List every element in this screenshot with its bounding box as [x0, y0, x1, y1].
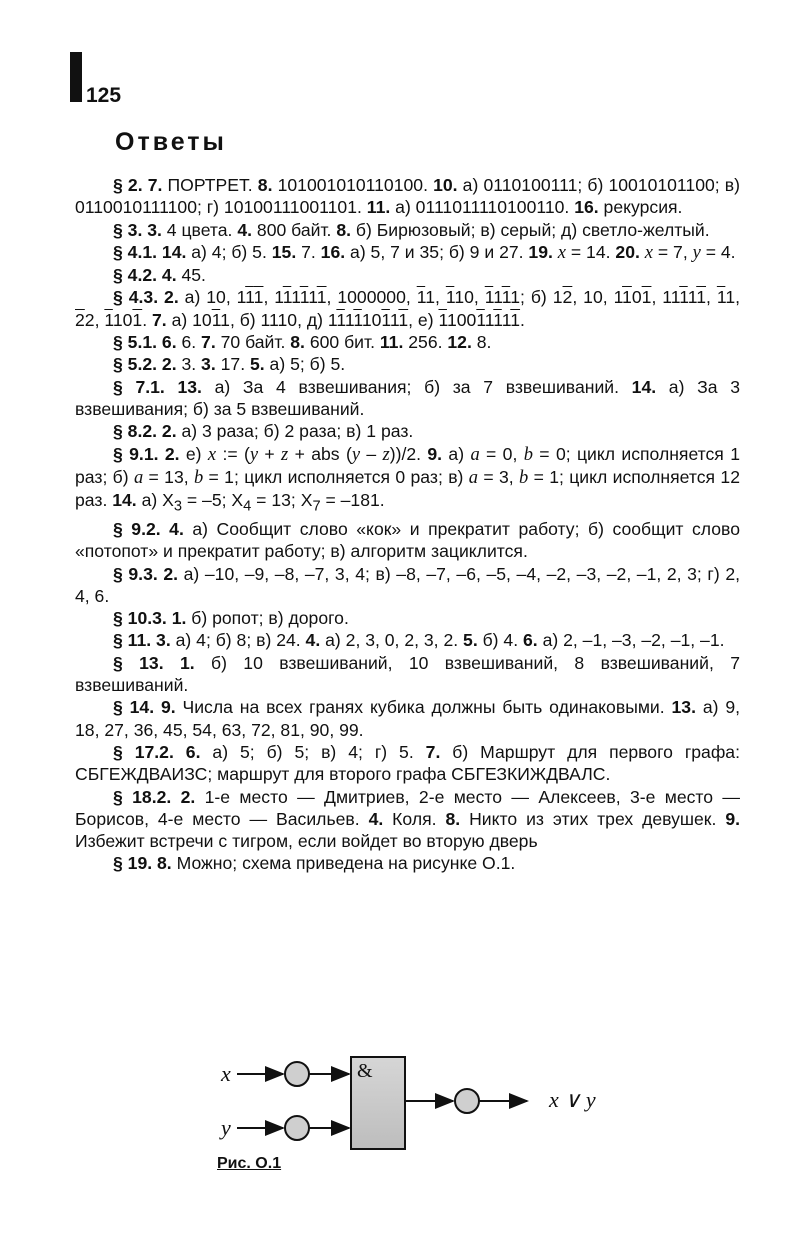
answer-ref: 13. — [671, 697, 696, 718]
answer-ref: § 9.2. 4. — [113, 518, 184, 539]
answer-text: 1 — [716, 287, 726, 308]
answer-text: рекурсия. — [598, 197, 683, 218]
answer-text: = –181. — [320, 490, 385, 511]
answer-text: 1 — [679, 287, 688, 308]
answer-text: Числа на всех гранях кубика должны быть одинаковыми. — [175, 697, 672, 718]
answer-text: 1, — [725, 287, 741, 308]
answer-paragraph — [75, 219, 740, 241]
answer-ref: § 5.1. 6. — [113, 332, 177, 353]
answer-text: 2 — [75, 309, 85, 330]
answer-text: , 11 — [651, 287, 680, 308]
answer-ref: 5. — [463, 630, 478, 651]
answer-paragraph — [75, 174, 740, 219]
answer-text: б) 4. — [477, 630, 523, 651]
answer-text: Избежит встречи с тигром, если войдет во вторую дверь — [75, 831, 538, 852]
answer-text: Никто из этих трех девушек. — [460, 808, 726, 829]
answer-text: 1 — [687, 287, 697, 308]
answer-text: ; б) 1 — [519, 287, 563, 308]
answer-text: 256. — [403, 332, 448, 353]
answer-text: b — [193, 467, 204, 488]
answer-text: + — [258, 443, 282, 464]
answer-text: z — [281, 444, 289, 465]
answer-ref: § 17.2. 6. — [113, 741, 201, 762]
answer-ref: 9. — [725, 808, 740, 829]
answer-text: а) –10, –9, –8, –7, 3, 4; в) –8, –7, –6, –5, –4, –2, –3, –2, –1, 2, 3; г) 2, 4, 6. — [75, 563, 740, 606]
answer-text: y — [351, 444, 361, 465]
answer-text: 1 — [245, 287, 254, 308]
answer-ref: 8. — [290, 332, 305, 353]
answer-ref: § 4.1. 14. — [113, 241, 187, 262]
input-y-label: y — [221, 1115, 231, 1140]
answer-text: – — [360, 443, 383, 464]
answer-text: 7. — [296, 241, 321, 262]
answer-ref: 7. — [152, 309, 167, 330]
answer-text: а) 5, 7 и 35; б) 9 и 27. — [345, 241, 529, 262]
answer-paragraph — [75, 652, 740, 697]
answer-text: б) Маршрут для первого графа: СБГЕЖДВАИЗС; маршрут для второго графа СБГЕЗКИЖДВАЛС. — [75, 741, 740, 785]
answer-text: а) Сообщит слово «кок» и прекратит работу; б) сообщит слово «потопот» и прекратит работу; в) алгоритм зациклится. — [75, 518, 740, 562]
answer-ref: 8. — [257, 175, 273, 195]
answer-ref: 7. — [201, 332, 216, 353]
answer-ref: 14. — [631, 376, 657, 397]
answer-ref: 16. — [574, 197, 599, 218]
answer-text: б) ропот; в) дорого. — [186, 608, 349, 629]
answer-ref: 12. — [447, 332, 472, 353]
answer-text: 1 — [316, 287, 327, 308]
answer-text: 1 — [493, 309, 502, 330]
answer-text: . — [142, 309, 152, 330]
answer-text: 10 — [361, 309, 382, 330]
answer-text: = 1; цикл исполняется 12 раз. — [75, 466, 740, 511]
answer-text: 1 — [344, 309, 354, 330]
answer-text: Коля. — [383, 808, 446, 829]
answer-text: 1 — [282, 287, 292, 308]
answer-text: , — [706, 287, 717, 308]
answer-ref: 20. — [615, 241, 640, 262]
answer-ref: 19. — [528, 241, 553, 262]
answer-text: , 1000000, — [326, 287, 417, 308]
answer-text: 4 — [243, 498, 252, 515]
answer-ref: § 4.2. 4. — [113, 265, 177, 286]
answer-text: x — [557, 242, 566, 263]
answer-text: a — [468, 467, 478, 488]
answer-text: = 14. — [566, 241, 616, 262]
answer-ref: § 14. 9. — [113, 697, 176, 718]
output-label: x ∨ y — [549, 1087, 596, 1112]
answer-text: а) 4; б) 8; в) 24. — [170, 630, 306, 651]
answer-text: 1 — [445, 287, 455, 308]
answer-text: = 13, — [143, 466, 194, 487]
answer-text: 1 — [493, 287, 502, 308]
answer-ref: 4. — [305, 630, 321, 651]
answer-text: b — [523, 444, 533, 465]
answer-text: 1 — [132, 309, 143, 330]
answer-text: 1 — [438, 309, 447, 330]
answer-paragraph — [75, 241, 740, 264]
answer-ref: 8. — [445, 808, 461, 829]
answer-paragraph — [75, 741, 740, 786]
answer-paragraph — [75, 420, 740, 442]
answer-text: = 13; X — [251, 490, 313, 511]
answer-text: 6. — [176, 332, 202, 353]
answer-text: x — [644, 242, 653, 263]
answer-text: 70 байт. — [215, 332, 291, 353]
answer-ref: 7. — [425, 741, 441, 762]
answer-text: а) За 3 взвешивания; б) за 5 взвешиваний. — [75, 376, 740, 419]
answer-ref: 4. — [368, 808, 384, 829]
answer-text: 17. — [215, 354, 250, 375]
answer-text: 1 — [308, 287, 317, 308]
answer-ref: 8. — [336, 219, 352, 240]
answer-text: 600 бит. — [304, 332, 380, 353]
answer-text: , 10, 1 — [572, 287, 623, 308]
answer-paragraph — [75, 443, 740, 518]
answer-paragraph — [75, 353, 740, 375]
answer-ref: 15. — [271, 241, 297, 262]
answer-text: x — [207, 444, 217, 465]
answer-ref: § 18.2. 2. — [113, 786, 196, 807]
answer-text: 45. — [176, 265, 206, 286]
answer-text: = 3, — [478, 466, 519, 487]
answer-text: , 1 — [263, 287, 283, 308]
answer-ref: 14. — [112, 490, 137, 511]
answer-text: = 0, — [479, 443, 524, 464]
answer-ref: § 13. 1. — [113, 652, 195, 673]
page-title: Ответы — [115, 128, 227, 156]
input-x-node — [285, 1062, 309, 1086]
answer-text: а) 0110100111; б) 10010101100; в) 0110010111100; г) 10100111001101. — [75, 175, 740, 218]
answer-text: а) 4; б) 5. — [186, 241, 272, 262]
answer-text: 1, б) 1110, д) 1 — [220, 309, 337, 330]
answer-text: а) 10 — [166, 309, 212, 330]
answer-text: а) 0111011110100110. — [390, 197, 575, 218]
answer-text: 4 цвета. — [161, 219, 238, 240]
answer-text: а) 5; б) 5; в) 4; г) 5. — [200, 741, 426, 762]
answer-text: 800 байт. — [252, 219, 337, 240]
answer-text: 1-е место — Дмитриев, 2-е место — Алексеев, 3-е место — Борисов, 4-е место — Васильев. — [75, 786, 740, 829]
answer-text: 3. — [176, 354, 202, 375]
answer-text: 1 — [641, 287, 652, 308]
answer-text: а) X — [136, 490, 174, 511]
answer-text: б) 10 взвешиваний, 10 взвешиваний, 8 взвешиваний, 7 взвешиваний. — [75, 652, 740, 696]
answer-paragraph — [75, 852, 740, 874]
answer-ref: § 11. 3. — [113, 630, 171, 651]
answer-text: 1 — [501, 309, 511, 330]
answer-text: 10 — [112, 309, 133, 330]
answer-ref: 4. — [237, 219, 253, 240]
answer-text: а) 5; б) 5. — [264, 354, 346, 375]
answer-text: . — [520, 309, 525, 330]
input-x-label: x — [221, 1061, 231, 1086]
answer-text: 1 — [104, 309, 113, 330]
answer-text: , е) — [408, 309, 439, 330]
answer-text: 1 — [353, 309, 362, 330]
answer-paragraph — [75, 563, 740, 608]
answer-text: а) За 4 взвешивания; б) за 7 взвешиваний. — [201, 376, 632, 397]
answer-text: 2, — [84, 309, 105, 330]
answer-text: 100 — [446, 309, 477, 330]
answer-text: 1 — [510, 309, 521, 330]
answer-paragraph — [75, 518, 740, 563]
answer-ref: 9. — [427, 443, 443, 464]
answer-text: = 0; цикл исполняется 1 раз; б) — [75, 443, 740, 487]
answer-text: ПОРТРЕТ. — [162, 175, 258, 195]
answer-ref: 5. — [249, 354, 265, 375]
answer-ref: 6. — [523, 630, 538, 651]
answer-text: 1 — [389, 309, 399, 330]
answer-paragraph — [75, 376, 740, 421]
answer-text: = 7, — [652, 241, 693, 262]
answer-ref: 10. — [433, 175, 458, 195]
answer-text: = –5; X — [182, 490, 244, 511]
answer-text: 101001010110100. — [272, 175, 434, 195]
answer-text: 8. — [471, 332, 492, 353]
answer-text: := ( — [216, 443, 250, 464]
answer-paragraph — [75, 696, 740, 741]
answer-text: 1 — [253, 287, 264, 308]
answer-text: 1 — [336, 309, 345, 330]
answer-text: 1 — [299, 287, 309, 308]
answer-paragraph — [75, 629, 740, 651]
answer-text: 7 — [312, 498, 321, 515]
output-node — [455, 1089, 479, 1113]
answer-ref: § 8.2. 2. — [113, 421, 177, 442]
answer-text: 3 — [173, 498, 182, 515]
answer-text: 1 — [501, 287, 511, 308]
answer-text: z — [382, 444, 390, 465]
answers-text — [75, 174, 740, 875]
answer-ref: 11. — [366, 197, 391, 218]
answer-ref: § 9.1. 2. — [113, 443, 180, 464]
answer-text: 1 — [381, 309, 390, 330]
figure-caption: Рис. О.1 — [217, 1155, 282, 1172]
answer-text: а) 10, 1 — [178, 287, 246, 308]
answer-text: = 1; цикл исполняется 0 раз; в) — [203, 466, 469, 487]
answer-ref: § 19. 8. — [113, 853, 172, 874]
answer-text: а) — [442, 443, 471, 464]
answer-paragraph — [75, 607, 740, 629]
answer-ref: § 10.3. 1. — [113, 608, 187, 629]
page-number-bar — [70, 52, 82, 102]
answer-text: 1 — [291, 287, 300, 308]
answer-text: 1, — [425, 287, 446, 308]
page-number: 125 — [86, 84, 122, 107]
answer-text: ))/2. — [389, 443, 428, 464]
answer-ref: § 3. 3. — [113, 219, 162, 240]
answer-text: а) 2, –1, –3, –2, –1, –1. — [537, 630, 725, 651]
answer-paragraph — [75, 264, 740, 286]
answer-ref: § 2. 7. — [113, 175, 163, 195]
answer-text: 10, — [454, 287, 485, 308]
answer-text: a — [470, 444, 480, 465]
answer-ref: 16. — [320, 241, 346, 262]
answer-text: 0 — [631, 287, 642, 308]
answer-text: 1 — [416, 287, 426, 308]
answer-text: 1 — [476, 309, 485, 330]
answer-text: y — [692, 242, 701, 263]
answer-text: 1 — [510, 287, 520, 308]
answer-text: 1 — [484, 309, 494, 330]
answer-ref: § 7.1. 13. — [113, 376, 202, 397]
answer-text: b — [518, 467, 529, 488]
answer-text: б) Бирюзовый; в) серый; д) светло-желтый. — [351, 219, 710, 240]
gate-label: & — [357, 1060, 373, 1082]
answer-text: а) 2, 3, 0, 2, 3, 2. — [320, 630, 464, 651]
answer-text: 1 — [696, 287, 707, 308]
answer-text: + abs ( — [288, 443, 352, 464]
answer-text: а) 3 раза; б) 2 раза; в) 1 раз. — [176, 421, 414, 442]
answer-text: 1 — [398, 309, 409, 330]
answer-text: 1 — [622, 287, 632, 308]
answer-text: 1 — [211, 309, 221, 330]
answer-ref: § 5.2. 2. — [113, 354, 177, 375]
answer-paragraph — [75, 786, 740, 853]
input-y-node — [285, 1116, 309, 1140]
answer-paragraph — [75, 331, 740, 353]
answer-text: y — [249, 444, 259, 465]
answer-text: 2 — [562, 287, 573, 308]
answer-text: Можно; схема приведена на рисунке О.1. — [171, 853, 516, 874]
answer-paragraph — [75, 286, 740, 331]
answer-text: а) 9, 18, 27, 36, 45, 54, 63, 72, 81, 90, 99. — [75, 697, 740, 740]
answer-text: 1 — [484, 287, 494, 308]
answer-ref: § 4.3. 2. — [113, 287, 179, 308]
answer-text: е) — [179, 443, 208, 464]
answer-ref: 11. — [379, 332, 404, 353]
answer-ref: 3. — [201, 354, 216, 375]
answer-text: = 4. — [700, 241, 736, 262]
answer-ref: § 9.3. 2. — [113, 563, 179, 584]
answer-text: a — [133, 467, 144, 488]
